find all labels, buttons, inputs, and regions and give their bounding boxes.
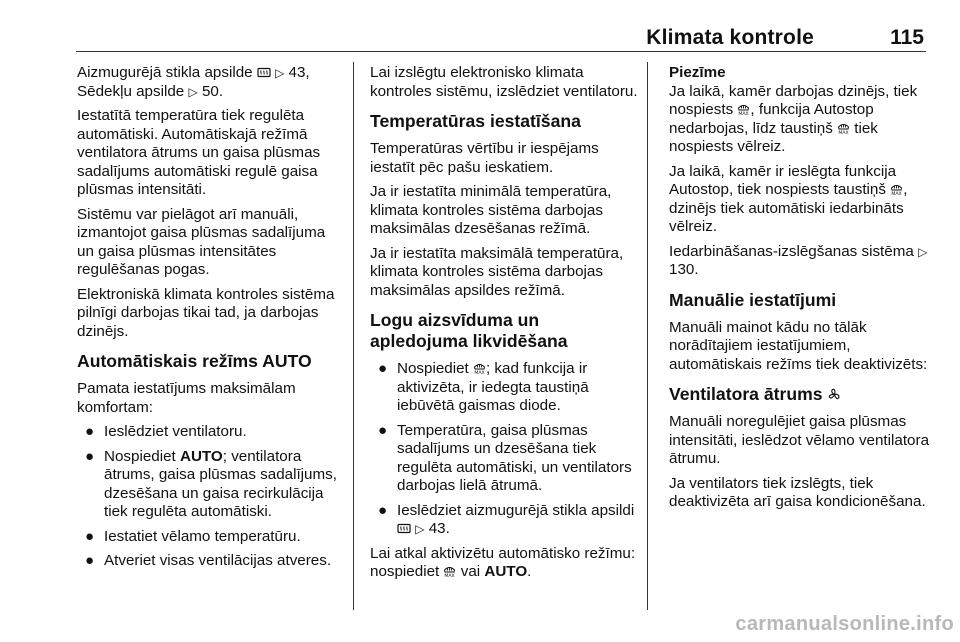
column-1 <box>77 64 343 577</box>
list-item: ● Nospiediet AUTO; ventilatora ātrums, gaisa plūsmas sadalījums, dzesēšana un gaisa recirkulācija tiek regulēta automātiski. <box>85 447 337 520</box>
paragraph: Lai atkal aktivizētu automātisko režīmu: nospiediet MAX vai AUTO. <box>370 544 636 580</box>
windscreen-max-defrost-icon <box>737 102 750 119</box>
paragraph: Sistēmu var pielāgot arī manuāli, izmantojot gaisa plūsmas sadalījuma un gaisa plūsmas intensitātes regulēšanas pogas. <box>77 205 326 278</box>
note-paragraph: Ja laikā, kamēr ir ieslēgta funkcija Autostop, tiek nospiests taustiņš MAX , dzinējs tiek automātiski iedarbināts vēlreiz. <box>669 162 908 235</box>
chapter-title: Klimata kontrole <box>646 26 814 49</box>
page-header <box>76 22 926 52</box>
page-reference-arrow-icon: ▷ <box>415 522 425 536</box>
section-heading-temperature: Temperatūras iestatīšana <box>370 111 581 131</box>
column-2 <box>370 64 638 588</box>
paragraph: Temperatūras vērtību ir iespējams iestatīt pēc pašu ieskatiem. <box>370 140 599 176</box>
svg-text:MAX: MAX <box>738 112 750 116</box>
windscreen-max-defrost-icon <box>890 182 903 199</box>
bullet-list <box>370 360 638 539</box>
list-item: ● Temperatūra, gaisa plūsmas sadalījums un dzesēšana tiek regulēta automātiski, un ventilators darbojas lielā ātrumā. <box>378 421 632 494</box>
note-title: Piezīme <box>669 64 726 81</box>
header-rule <box>76 51 926 52</box>
watermark: carmanualsonline.info <box>735 613 954 635</box>
section-heading-manual: Manuālie iestatījumi <box>669 289 837 310</box>
paragraph: Ja ir iestatīta maksimālā temperatūra, klimata kontroles sistēma darbojas maksimālas apsildes režīmā. <box>370 244 624 299</box>
rear-window-heater-icon <box>257 67 271 82</box>
bullet-list <box>77 423 343 571</box>
paragraph: Ja ventilators tiek izslēgts, tiek deaktivizēta arī gaisa kondicionēšana. <box>669 474 926 510</box>
list-item: ● Atveriet visas ventilācijas atveres. <box>85 552 332 569</box>
page-number: 115 <box>890 26 924 49</box>
paragraph: Pamata iestatījums maksimālam komfortam: <box>77 380 296 416</box>
paragraph: Lai izslēgtu elektronisko klimata kontroles sistēmu, izslēdziet ventilatoru. <box>370 64 638 100</box>
list-item: ● Iestatiet vēlamo temperatūru. <box>85 527 301 545</box>
page-reference-arrow-icon: ▷ <box>188 84 198 99</box>
list-item: ● Nospiediet MAX ; kad funkcija ir aktivizēta, ir iedegta taustiņā iebūvētā gaismas diode. <box>378 360 589 414</box>
paragraph: Aizmugurējā stikla apsilde ▷ 43, Sēdekļu apsilde ▷ 50. <box>77 64 310 100</box>
svg-text:MAX: MAX <box>474 371 485 375</box>
page-reference-arrow-icon: ▷ <box>918 244 928 259</box>
column-divider <box>353 62 354 610</box>
column-3 <box>669 64 931 518</box>
list-item: ● Ieslēdziet aizmugurējā stikla apsildi ▷ 43. <box>378 501 635 537</box>
svg-text:MAX: MAX <box>891 192 902 196</box>
section-heading-fan-speed: Ventilatora ātrums <box>669 384 931 405</box>
svg-text:MAX: MAX <box>838 130 849 135</box>
list-item: ● Ieslēdziet ventilatoru. <box>85 423 247 440</box>
page-reference-arrow-icon: ▷ <box>275 66 285 80</box>
paragraph: Iestatītā temperatūra tiek regulēta automātiski. Automātiskajā režīmā ventilatora ātrums un gaisa plūsmas sadalījums automātiski regulē gaisa plūsmas intensitāti. <box>77 107 321 198</box>
fan-icon <box>827 387 842 405</box>
paragraph: Elektroniskā klimata kontroles sistēma pilnīgi darbojas tikai tad, ja darbojas dzinējs. <box>77 285 335 340</box>
note-paragraph: Ja laikā, kamēr darbojas dzinējs, tiek nospiests MAX , funkcija Autostop nedarbojas, līdz taustiņš MAX tiek nospiests vēlreiz. <box>669 82 918 155</box>
paragraph: Manuāli noregulējiet gaisa plūsmas intensitāti, ieslēdzot vēlamo ventilatora ātrumu. <box>669 413 930 467</box>
windscreen-max-defrost-icon <box>473 361 486 378</box>
paragraph: Manuāli mainot kādu no tālāk norādītajiem iestatījumiem, automātiskais režīms tiek deaktivizēts: <box>669 318 928 373</box>
section-heading-defog: Logu aizsvīduma un apledojuma likvidēšana <box>370 310 568 351</box>
windscreen-max-defrost-icon <box>837 121 850 138</box>
svg-text:MAX: MAX <box>444 574 456 578</box>
rear-window-heater-icon <box>397 523 411 538</box>
note-paragraph: Iedarbināšanas-izslēgšanas sistēma ▷ 130. <box>669 242 928 278</box>
paragraph: Ja ir iestatīta minimālā temperatūra, klimata kontroles sistēma darbojas maksimālas dzesēšanas režīmā. <box>370 183 612 237</box>
column-divider <box>647 62 648 610</box>
section-heading-auto: Automātiskais režīms AUTO <box>77 351 312 371</box>
windscreen-max-defrost-icon <box>443 564 456 581</box>
